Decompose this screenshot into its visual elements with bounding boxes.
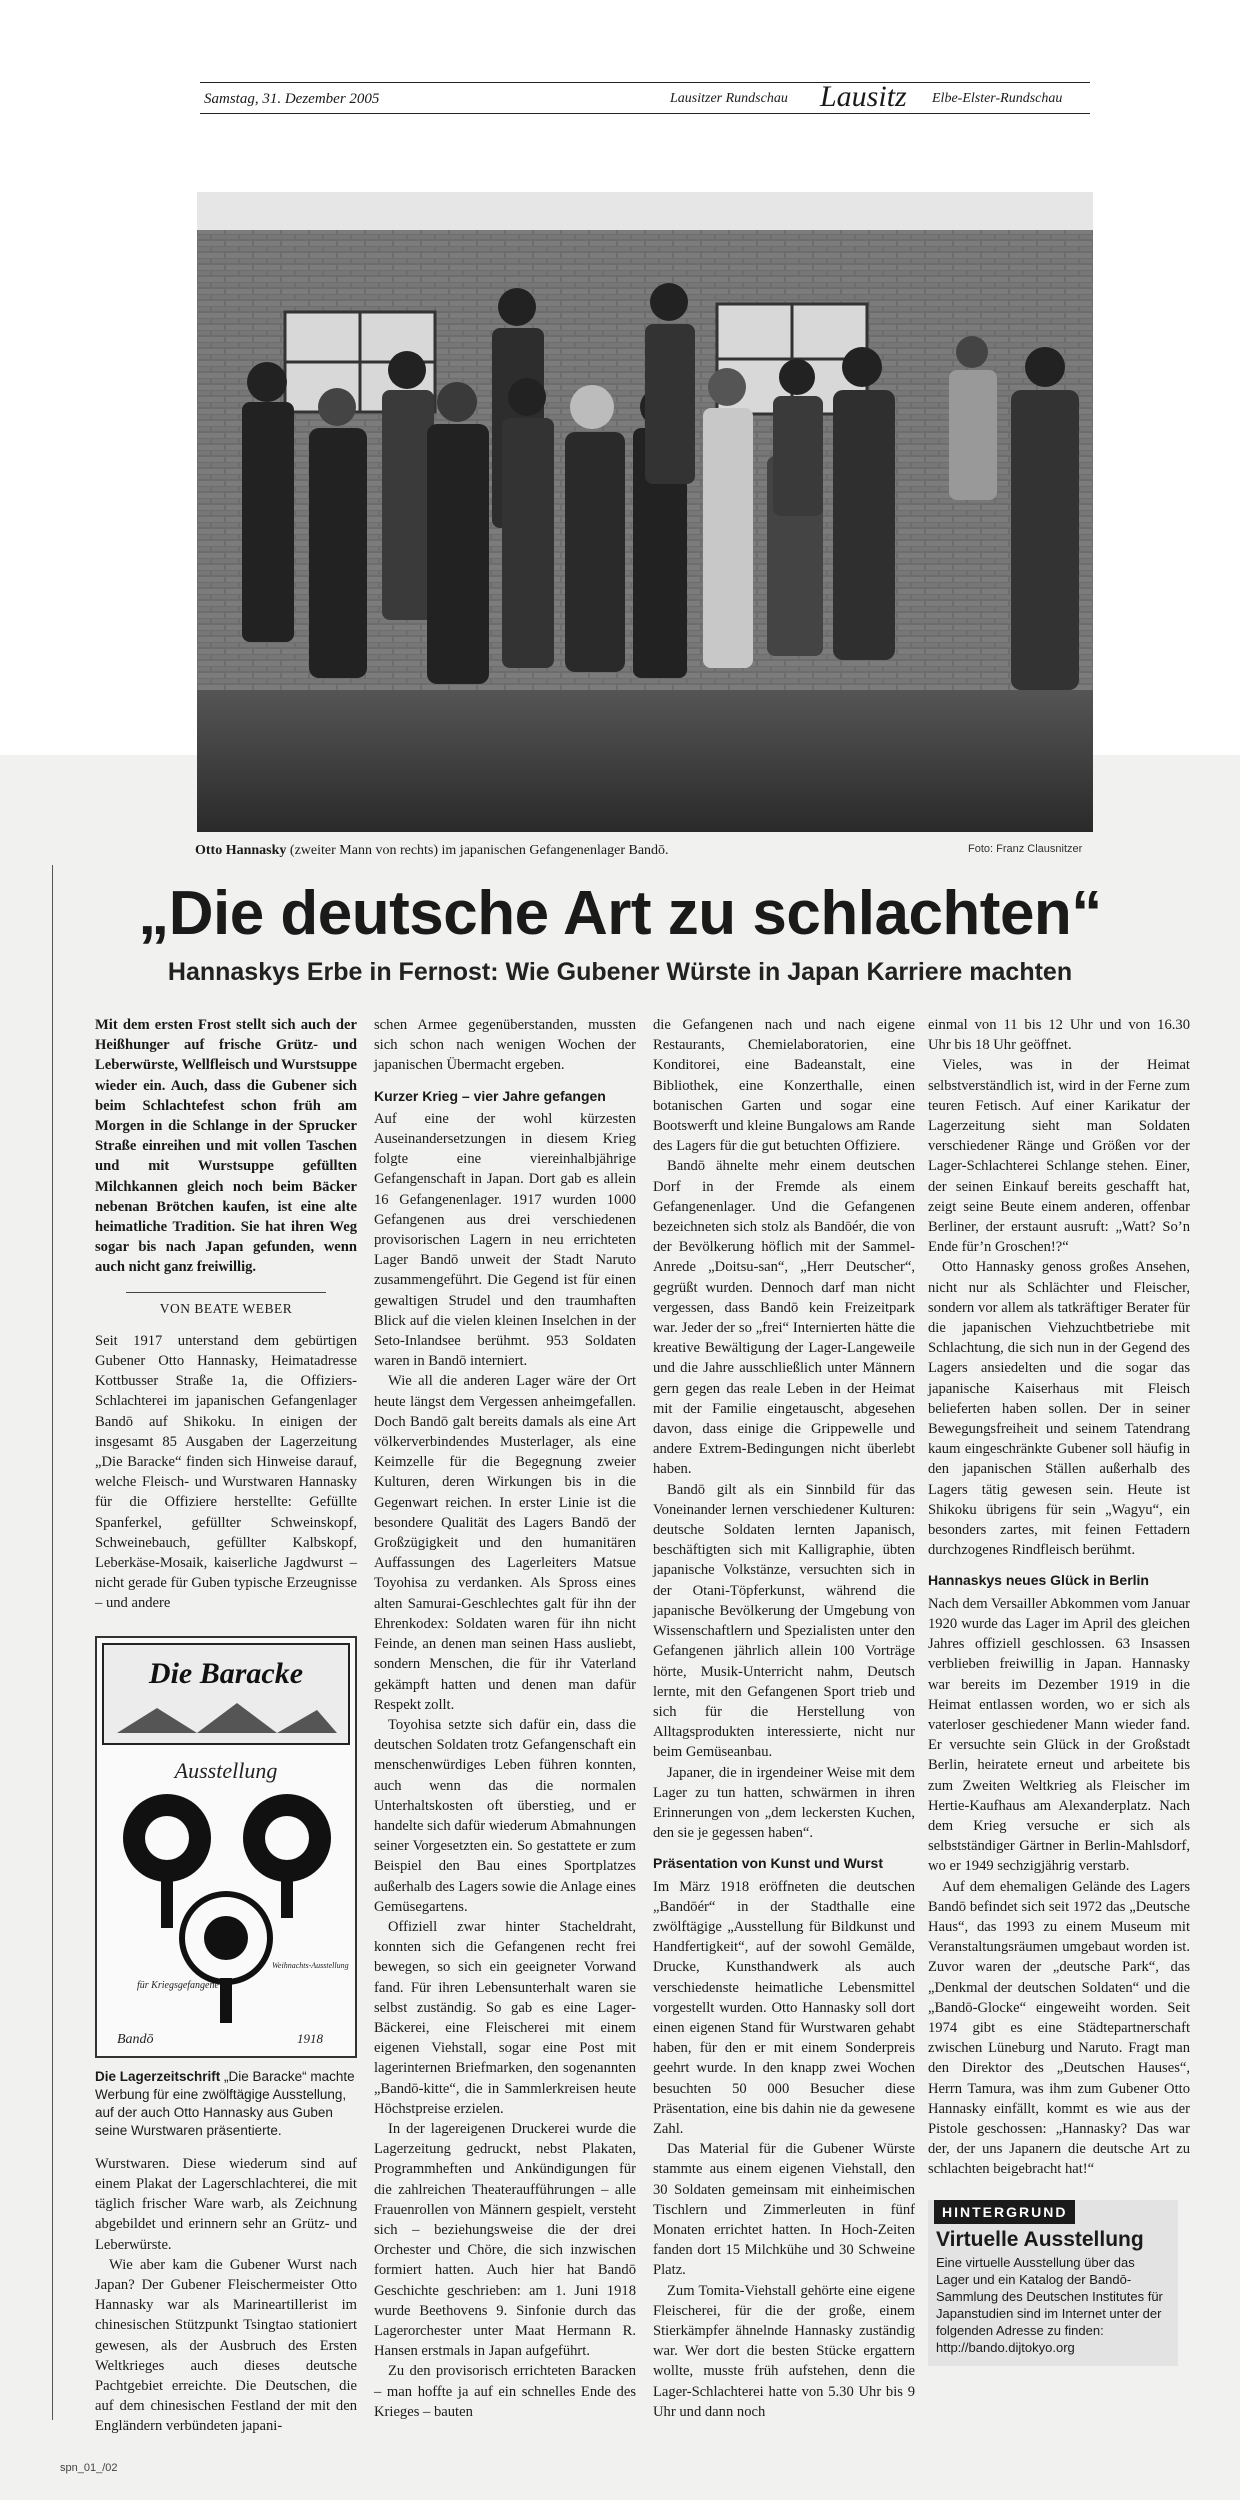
masthead-paper: Lausitzer Rundschau	[670, 91, 788, 106]
paragraph: Offiziell zwar hinter Stacheldraht, konnten sich die Gefangenen recht frei bewegen, so sich ein geeigneter Vorwand fand. Für ihren Lebensunterhalt waren sie selbst zuständig. So gab es eine Lager-Bäckerei, eine Fleischerei mit einem eigenen Viehstall, sogar eine Post mit lagerinternen Briefmarken, den sogenannten „Bandō-kitte“, die in Sammlerkreisen heute Höchstpreise erzielen.	[374, 1918, 636, 2117]
paragraph: Zu den provisorisch errichteten Baracken – man hoffte ja auf ein schnelles Ende des Krieges – bauten	[374, 2363, 636, 2420]
paragraph: Otto Hannasky genoss großes Ansehen, nicht nur als Schlächter und Fleischer, sondern vor allem als tatkräftiger Berater für die japanischen Viehzuchtbetriebe mit Schlachtung, die sich nun in der Gegend des Lagers ansiedelten und die sogar das japanische Kaiserhaus mit Fleisch belieferten haben sollen. Der in seiner Bewegungsfreiheit und seinem Tatendrang kaum eingeschränkte Gubener soll häufig in den japanischen Ställen außerhalb des Lagers tätig gewesen sein. Heute ist Shikoku übrigens für sein „Wagyu“, ein besonders zartes, mit feinen Fettadern durchzogenes Rindfleisch berühmt.	[928, 1259, 1190, 1559]
paragraph: Wie all die anderen Lager wäre der Ort heute längst dem Vergessen anheimgefallen. Doch Bandō galt bereits damals als eine Art völkerverbindendes Musterlager, als eine Keimzelle für die Begegnung zweier Kulturen, deren Wirkungen bis in die Gegenwart reichen. In erster Linie ist die besondere Qualität des Lagers Bandō der Großzügigkeit und den humanitären Auffassungen des Lagerleiters Matsue Toyohisa zu verdanken. Als Spross eines alten Samurai-Geschlechtes galt für ihn der Ehrenkodex: Soldaten waren für ihn nicht Feinde, an denen man seinen Hass ausliebt, sondern Menschen, die für ihr Vaterland gekämpft hatten und denen man dafür Respekt zollt.	[374, 1373, 636, 1713]
paragraph: In der lagereigenen Druckerei wurde die Lagerzeitung gedruckt, nebst Plakaten, Programmheften und Ankündigungen für die zahlreichen Theateraufführungen – alle Frauenrollen von Männern gespielt, versteht sich – beziehungsweise die der drei Orchester und Chöre, die sich inzwischen formiert hatten. Auch hier hat Bandō Geschichte geschrieben: am 1. Juni 1918 wurde Beethovens 9. Sinfonie durch das Lagerorchester unter Maat Hermann R. Hansen erstmals in Japan aufgeführt.	[374, 2120, 636, 2360]
paragraph: Im März 1918 eröffneten die deutschen „Bandōér“ in der Stadthalle eine zwölftägige „Ausstellung für Bildkunst und Handfertigkeit“, auf der sowohl Gemälde, Drucke, Kunsthandwerk als auch verschiedenste heimatliche Lebensmittel vorgestellt wurden. Otto Hannasky soll dort einen eigenen Stand für Wurstwaren gehabt haben, für den er mit einem Sonderpreis geehrt wurde. In den knapp zwei Wochen besuchten 50 000 Besucher diese Präsentation, eine bis dahin nie da gewesene Zahl.	[653, 1878, 915, 2137]
caption-name: Otto Hannasky	[195, 843, 287, 858]
article-column-3	[653, 1015, 915, 2422]
poster-year: 1918	[297, 2030, 323, 2046]
photo-credit: Foto: Franz Clausnitzer	[968, 843, 1083, 855]
poster-caption	[95, 2068, 357, 2140]
paragraph: Auf eine der wohl kürzesten Auseinandersetzungen in diesem Krieg folgte eine viereinhalbjährige Gefangenschaft in Japan. Dort gab es allein 16 Gefangenenlager. 1917 wurden 1000 Gefangenen aus drei verschiedenen provisorischen Lagern in neu errichteten Lager Bandō unweit der Stadt Naruto zusammengeführt. Die Gegend ist für einen gewaltigen Strudel und den traumhaften Blick auf die vielen kleinen Inselchen in der Seto-Inlandsee berühmt. 953 Soldaten waren in Bandō interniert.	[374, 1110, 636, 1370]
margin-rule	[52, 865, 53, 2420]
poster-caption-bold: Die Lagerzeitschrift	[95, 2068, 221, 2084]
paragraph: Bandō ähnelte mehr einem deutschen Dorf in der Fremde als einem Gefangenenlager. Und die Gefangenen bezeichneten sich stolz als Bandōér, die von der Bevölkerung höflich mit der Sammel-Anrede „Doitsu-san“, „Herr Deutscher“, gegrüßt wurden. Dennoch darf man nicht vergessen, dass Bandō kein Freizeitpark war. Jeder der so „frei“ Internierten hätte die kreative Bewältigung der Lager-Langeweile und die Jahre ausschließlich unter Männern gern gegen das reale Leben in der Heimat mit der Familie eingetauscht, abgesehen davon, dass einige die Grippewelle und andere Extrem-Bedingungen nicht überlebt haben.	[653, 1158, 915, 1478]
caption-text: (zweiter Mann von rechts) im japanischen Gefangenenlager Bandō.	[286, 843, 669, 858]
photo-illustration	[197, 192, 1093, 832]
baracke-poster-image	[95, 1636, 357, 2058]
lead-paragraph: Mit dem ersten Frost stellt sich auch der Heißhunger auf frische Grütz- und Leberwürste, Wellfleisch und Wurstsuppe wieder ein. Auch, dass die Gubener sich beim Schlachtefest schon früh am Morgen in die Schlange in der Sprucker Straße einreihen und mit vollen Taschen und mit Wurstsuppe gefüllten Milchkannen gleich noch beim Bäcker nebenan Brötchen kaufen, ist eine alte heimatliche Tradition. Sie hat ihren Weg sogar bis nach Japan gefunden, wenn auch nicht ganz freiwillig.	[95, 1017, 357, 1276]
paragraph: Wurstwaren. Diese wiederum sind auf einem Plakat der Lagerschlachterei, die mit täglich frischer Ware warb, als Zeichnung abgebildet und erinnern sehr an Grütz- und Leberwürste.	[95, 2155, 357, 2253]
poster-word: Ausstellung	[174, 1757, 278, 1783]
paragraph: Bandō gilt als ein Sinnbild für das Voneinander lernen verschiedener Kulturen: deutsche Soldaten lernten Japanisch, beschäftigten sich mit Kalligraphie, übten japanische Volkstänze, versuchten sich in der Otani-Töpferkunst, während die japanische Bevölkerung der Umgebung von Wissenschaftlern und Spezialisten unter den Gefangenen jährlich allein 100 Vorträge hörte, Musik-Unterricht nahm, Deutsch lernte, mit den Gefangenen Sport trieb und sich für die Herstellung von Alltagsprodukten interessierte, nicht nur beim Gemüseanbau.	[653, 1481, 915, 1761]
paragraph: Toyohisa setzte sich dafür ein, dass die deutschen Soldaten trotz Gefangenschaft ein menschenwürdiges Leben führen konnten, auch wenn das die normalen Unterhaltskosten oft überstieg, und er handelte sich dafür wiederum Abmahnungen seiner Vorgesetzten ein. So gestattete er zum Beispiel den Bau eines Sportplatzes außerhalb des Lagers sowie die Anlage eines Gemüsegartens.	[374, 1716, 636, 1915]
paragraph: Vieles, was in der Heimat selbstverständlich ist, wird in der Ferne zum teuren Fetisch. Auf einer Karikatur der Lagerzeitung sieht man Soldaten verschiedener Ränge und Größen vor der Lager-Schlachterei Schlange stehen. Einer, der seinen Einkauf bereits geschafft hat, zeigt seine Beute einem anderen, offenbar Berliner, der erstaunt ausruft: „Watt? So’n Ende für’n Groschen!?“	[928, 1057, 1190, 1256]
paragraph: Wie aber kam die Gubener Wurst nach Japan? Der Gubener Fleischermeister Otto Hannasky war als Marineartillerist im chinesischen Stützpunkt Tsingtao stationiert gewesen, als der Ausbruch des Ersten Weltkrieges auch dieses deutsche Pachtgebiet erreichte. Die Deutschen, die auf dem chinesischen Festland der mit den Engländern verbündeten japani-	[95, 2256, 357, 2435]
masthead	[200, 82, 1090, 114]
section-heading: Präsentation von Kunst und Wurst	[653, 1855, 883, 1872]
paragraph: Zum Tomita-Viehstall gehörte eine eigene Fleischerei, für die der große, einem Stierkämpfer ähnelnde Hannasky zuständig war. Wer dort die besten Stücke ergattern wollte, musste früh aufstehen, denn die Lager-Schlachterei hatte von 5.30 Uhr bis 9 Uhr und dann noch	[653, 2282, 915, 2420]
subheadline: Hannaskys Erbe in Fernost: Wie Gubener Würste in Japan Karriere machten	[167, 958, 1073, 986]
paragraph: Das Material für die Gubener Würste stammte aus einem eigenen Viehstall, den 30 Soldaten gemeinsam mit einheimischen Tischlern und Zimmerleuten in fünf Monaten errichtet hatten. In Hoch-Zeiten fanden dort 15 Milchkühe und 30 Schweine Platz.	[653, 2141, 915, 2279]
section-heading: Hannaskys neues Glück in Berlin	[928, 1572, 1149, 1589]
article-column-1	[95, 1015, 357, 2437]
background-info-box	[928, 2200, 1178, 2366]
headline: „Die deutsche Art zu schlachten“	[138, 879, 1102, 948]
box-tag: HINTERGRUND	[934, 2200, 1075, 2224]
masthead-date: Samstag, 31. Dezember 2005	[204, 91, 380, 107]
poster-title: Die Baracke	[148, 1656, 304, 1690]
paragraph: Nach dem Versailler Abkommen vom Januar 1920 wurde das Lager im April des gleichen Jahres offiziell geschlossen. 63 Insassen verblieben freiwillig in Japan. Hannasky war bereits im Dezember 1919 in die Heimat entlassen worden, wo er sich als vaterloser geschiedener Mann wieder fand. Er versuchte sein Glück in der Großstadt Berlin, heiratete erneut und arbeitete bis zum Zweiten Weltkrieg als Fleischer im Hertie-Kaufhaus am Alexanderplatz. Nach dem Krieg versuche er sich als selbstständiger Gärtner in Berlin-Mahlsdorf, wo er 1949 sechzigjährig verstarb.	[928, 1595, 1190, 1875]
article-column-2	[374, 1015, 636, 2422]
paragraph: Seit 1917 unterstand dem gebürtigen Gubener Otto Hannasky, Heimatadresse Kottbusser Straße 1a, die Offiziers-Schlachterei im japanischen Gefangenlager Bandō auf Shikoku. In einigen der insgesamt 85 Ausgaben der Lagerzeitung „Die Baracke“ finden sich Hinweise darauf, welche Fleisch- und Wurstwaren Hannasky für die Offiziere herstellte: Gefüllte Spanferkel, gefüllter Schweinskopf, Schweinebauch, gefüllter Kalbskopf, Leberkäse-Mosaik, kaiserliche Jagdwurst – nicht gerade für Guben typische Erzeugnisse – und andere	[95, 1332, 357, 1612]
masthead-logo: Lausitz	[820, 80, 907, 113]
masthead-region: Elbe-Elster-Rundschau	[932, 91, 1063, 106]
paragraph: schen Armee gegenüberstanden, mussten sich schon nach wenigen Wochen der japanischen Übermacht ergeben.	[374, 1017, 636, 1074]
historical-group-photo	[197, 192, 1093, 832]
page-footer-code: spn_01_/02	[60, 2462, 118, 2474]
paragraph: einmal von 11 bis 12 Uhr und von 16.30 Uhr bis 18 Uhr geöffnet.	[928, 1017, 1190, 1054]
poster-drawing	[97, 1638, 355, 2056]
section-heading: Kurzer Krieg – vier Jahre gefangen	[374, 1087, 606, 1104]
article-column-4	[928, 1015, 1190, 2366]
poster-caption-text: „Die Baracke“ machte Werbung für eine zwölftägige Ausstellung, auf der auch Otto Hannasky aus Guben seine Wurstwaren präsentierte.	[95, 2068, 355, 2138]
poster-place: Bandō	[117, 2031, 154, 2047]
paragraph: die Gefangenen nach und nach eigene Restaurants, Chemielaboratorien, eine Konditorei, eine Badeanstalt, eine Bibliothek, eine Konzerthalle, einen botanischen Garten und sogar eine Bootswerft und kleine Bungalows am Rande des Lagers für die gut betuchten Offiziere.	[653, 1017, 915, 1155]
poster-right-text: Weihnachts-Ausstellung	[272, 1960, 349, 1970]
photo-caption	[195, 843, 669, 859]
author-byline: VON BEATE WEBER	[126, 1292, 326, 1319]
paragraph: Auf dem ehemaligen Gelände des Lagers Bandō befindet sich seit 1972 das „Deutsche Haus“, das 1993 zu einem Museum mit Veranstaltungsräumen umgebaut worden ist. Zuvor waren der „deutsche Park“, das „Denkmal der deutschen Soldaten“ und die „Bandō-Glocke“ eingeweiht worden. Seit 1974 gibt es eine Städtepartnerschaft zwischen Lüneburg und Naruto. Fragt man den Direktor des „Deutschen Hauses“, Herrn Tamura, was ihm zum Gubener Otto Hannasky einfällt, kommt es wie aus der Pistole geschossen: „Hannasky? Das war der, der uns Japanern die deutsche Art zu schlachten beigebracht hat!“	[928, 1878, 1190, 2178]
box-text: Eine virtuelle Ausstellung über das Lager und ein Katalog der Bandō-Sammlung des Deutschen Institutes für Japanstudien sind im Internet unter der folgenden Adresse zu finden: http://bando.dijtokyo.org	[936, 2254, 1163, 2355]
box-title: Virtuelle Ausstellung	[936, 2227, 1144, 2251]
paragraph: Japaner, die in irgendeiner Weise mit dem Lager zu tun hatten, schwärmen in ihren Erinnerungen von „dem leckersten Kuchen, den sie je gegessen haben“.	[653, 1764, 915, 1842]
poster-left-text: für Kriegsgefangene	[137, 1979, 219, 1991]
